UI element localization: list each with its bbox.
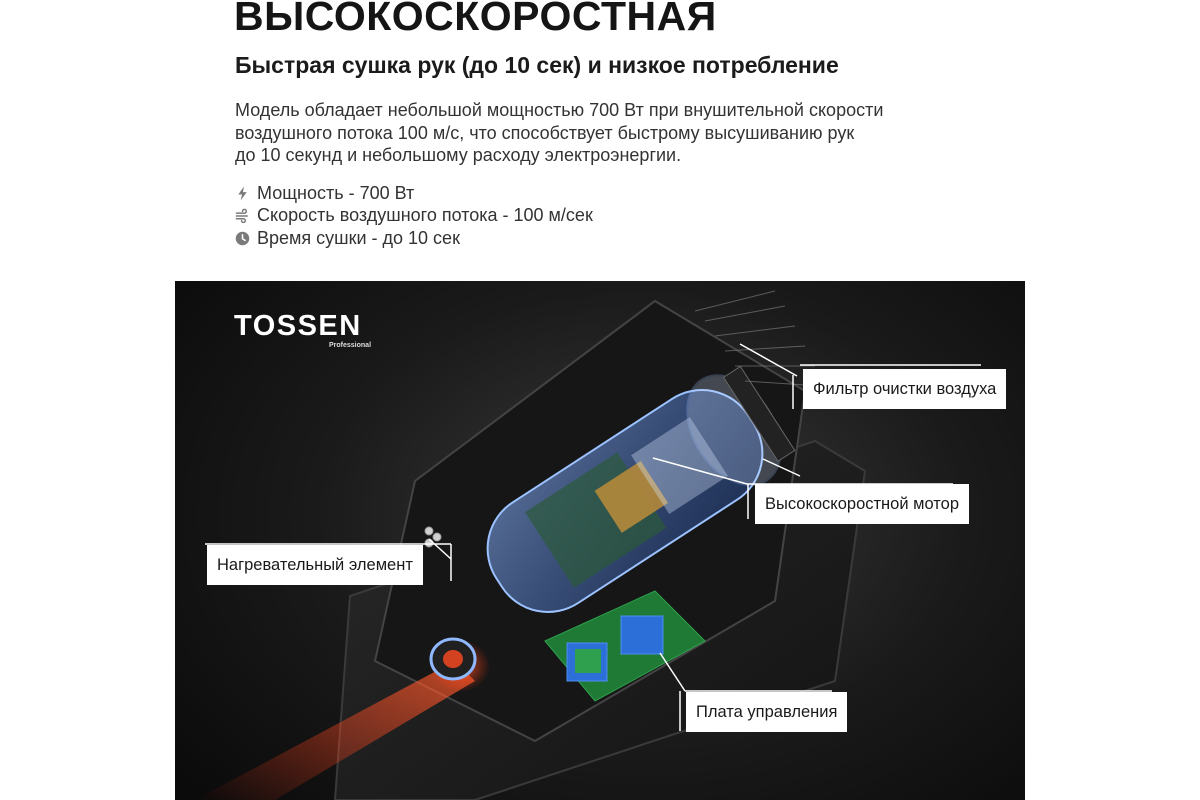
brand-subtitle: Professional [329,342,372,349]
callout-motor: Высокоскоростной мотор [755,484,969,524]
brand-name: TOSSEN [234,310,362,342]
brand-logo [234,310,372,349]
page-subheadline: Быстрая сушка рук (до 10 сек) и низкое потребление [235,52,839,78]
feature-item-airflow [235,205,593,228]
feature-item-drying-time [235,227,593,250]
clock-icon [235,231,250,246]
feature-item-power [235,182,593,205]
callout-filter: Фильтр очистки воздуха [803,369,1006,409]
callout-heater: Нагревательный элемент [207,545,423,585]
description [235,99,995,167]
airflow-icon [235,208,250,223]
callout-board: Плата управления [686,692,847,732]
feature-text: Мощность - 700 Вт [257,182,415,203]
description-line: Модель обладает небольшой мощностью 700 Вт при внушительной скорости [235,100,884,120]
description-line: до 10 секунд и небольшому расходу электроэнергии. [235,145,682,165]
feature-text: Скорость воздушного потока - 100 м/сек [257,205,593,226]
product-image [175,281,1025,800]
lightning-icon [235,186,250,201]
feature-text: Время сушки - до 10 сек [257,227,460,248]
feature-list [235,182,593,250]
hand-dryer-illustration [175,281,1025,800]
page-headline: ВЫСОКОСКОРОСТНАЯ [234,0,717,39]
description-line: воздушного потока 100 м/с, что способствует быстрому высушиванию рук [235,122,855,143]
